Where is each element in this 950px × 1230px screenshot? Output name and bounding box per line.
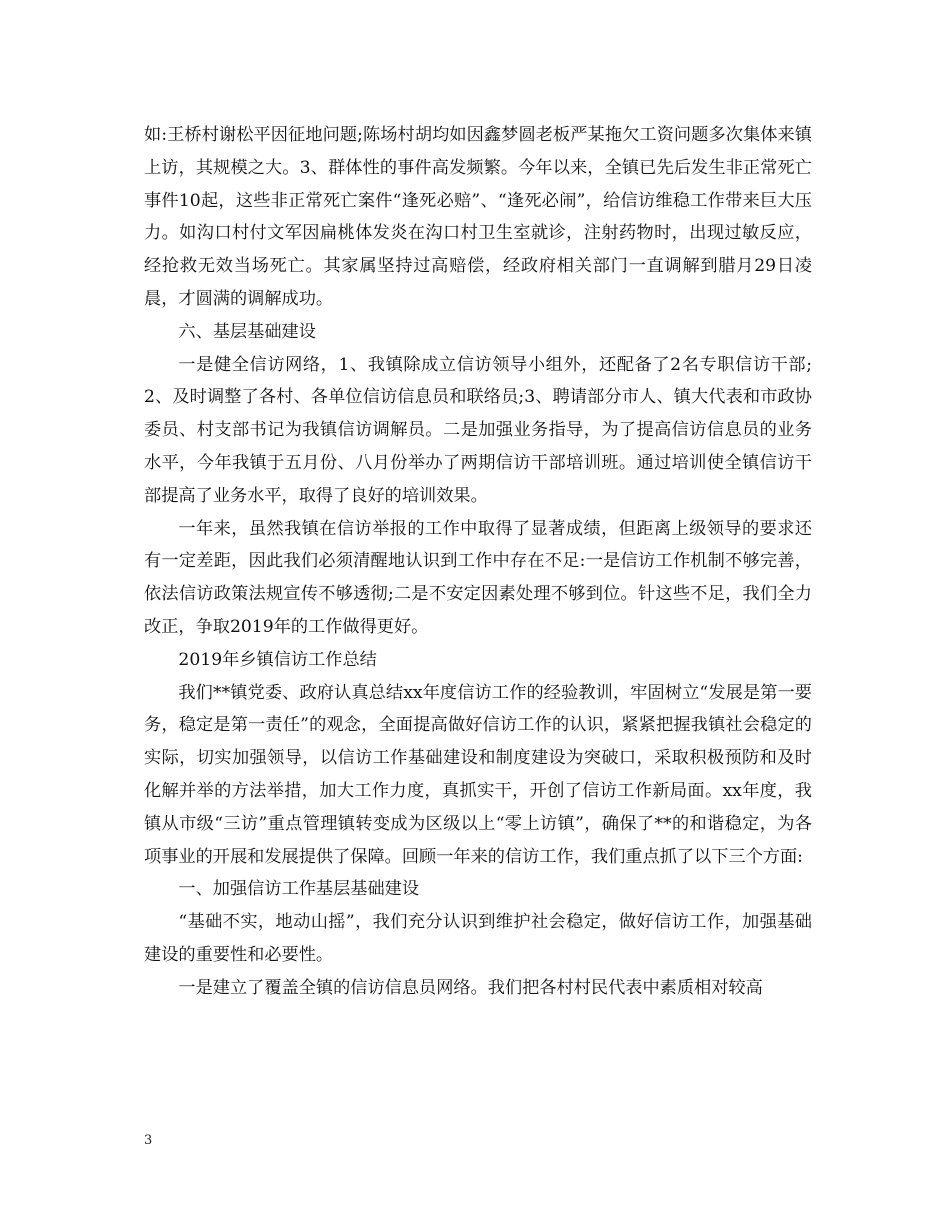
paragraph-summary: 我们**镇党委、政府认真总结xx年度信访工作的经验教训，牢固树立“发展是第一要务，稳定是第一责任”的观念，全面提高做好信访工作的认识，紧紧把握我镇社会稳定的实际，切实加强领导，以信访工作基础建设和制度建设为突破口，采取积极预防和及时化解并举的方法举措，加大工作力度，真抓实干，开创了信访工作新局面。xx年度，我镇从市级“三访”重点管理镇转变成为区级以上“零上访镇”，确保了**的和谐稳定，为各项事业的开展和发展提供了保障。回顾一年来的信访工作，我们重点抓了以下三个方面: xyxy=(144,682,812,867)
paragraph-shortcomings: 一年来，虽然我镇在信访举报的工作中取得了显著成绩，但距离上级领导的要求还有一定差距，因此我们必须清醒地认识到工作中存在不足:一是信访工作机制不够完善，依法信访政策法规宣传不够透彻;二是不安定因素处理不够到位。针这些不足，我们全力改正，争取2019年的工作做得更好。 xyxy=(144,518,812,637)
paragraph-foundation: “基础不实，地动山摇”，我们充分认识到维护社会稳定，做好信访工作，加强基础建设的重要性和必要性。 xyxy=(144,912,812,965)
document-title: 2019年乡镇信访工作总结 xyxy=(178,649,377,670)
page-number: 3 xyxy=(144,1133,153,1148)
paragraph-continuation: 如:王桥村谢松平因征地问题;陈场村胡均如因鑫梦圆老板严某拖欠工资问题多次集体来镇上访，其规模之大。3、群体性的事件高发频繁。今年以来，全镇已先后发生非正常死亡事件10起，这些非正常死亡案件“逢死必赔”、“逢死必闹”，给信访维稳工作带来巨大压力。如沟口村付文军因扁桃体发炎在沟口村卫生室就诊，注射药物时，出现过敏反应，经抢救无效当场死亡。其家属坚持过高赔偿，经政府相关部门一直调解到腊月29日凌晨，才圆满的调解成功。 xyxy=(144,125,812,309)
document-body xyxy=(144,119,812,1005)
section-heading-strengthen: 一、加强信访工作基层基础建设 xyxy=(178,879,420,900)
section-heading-grassroots: 六、基层基础建设 xyxy=(178,321,316,342)
paragraph-informant-network: 一是建立了覆盖全镇的信访信息员网络。我们把各村村民代表中素质相对较高 xyxy=(178,977,763,998)
paragraph-network: 一是健全信访网络，1、我镇除成立信访领导小组外，还配备了2名专职信访干部;2、及时调整了各村、各单位信访信息员和联络员;3、聘请部分市人、镇大代表和市政协委员、村支部书记为我镇信访调解员。二是加强业务指导，为了提高信访信息员的业务水平，今年我镇于五月份、八月份举办了两期信访干部培训班。通过培训使全镇信访干部提高了业务水平，取得了良好的培训效果。 xyxy=(144,354,812,506)
